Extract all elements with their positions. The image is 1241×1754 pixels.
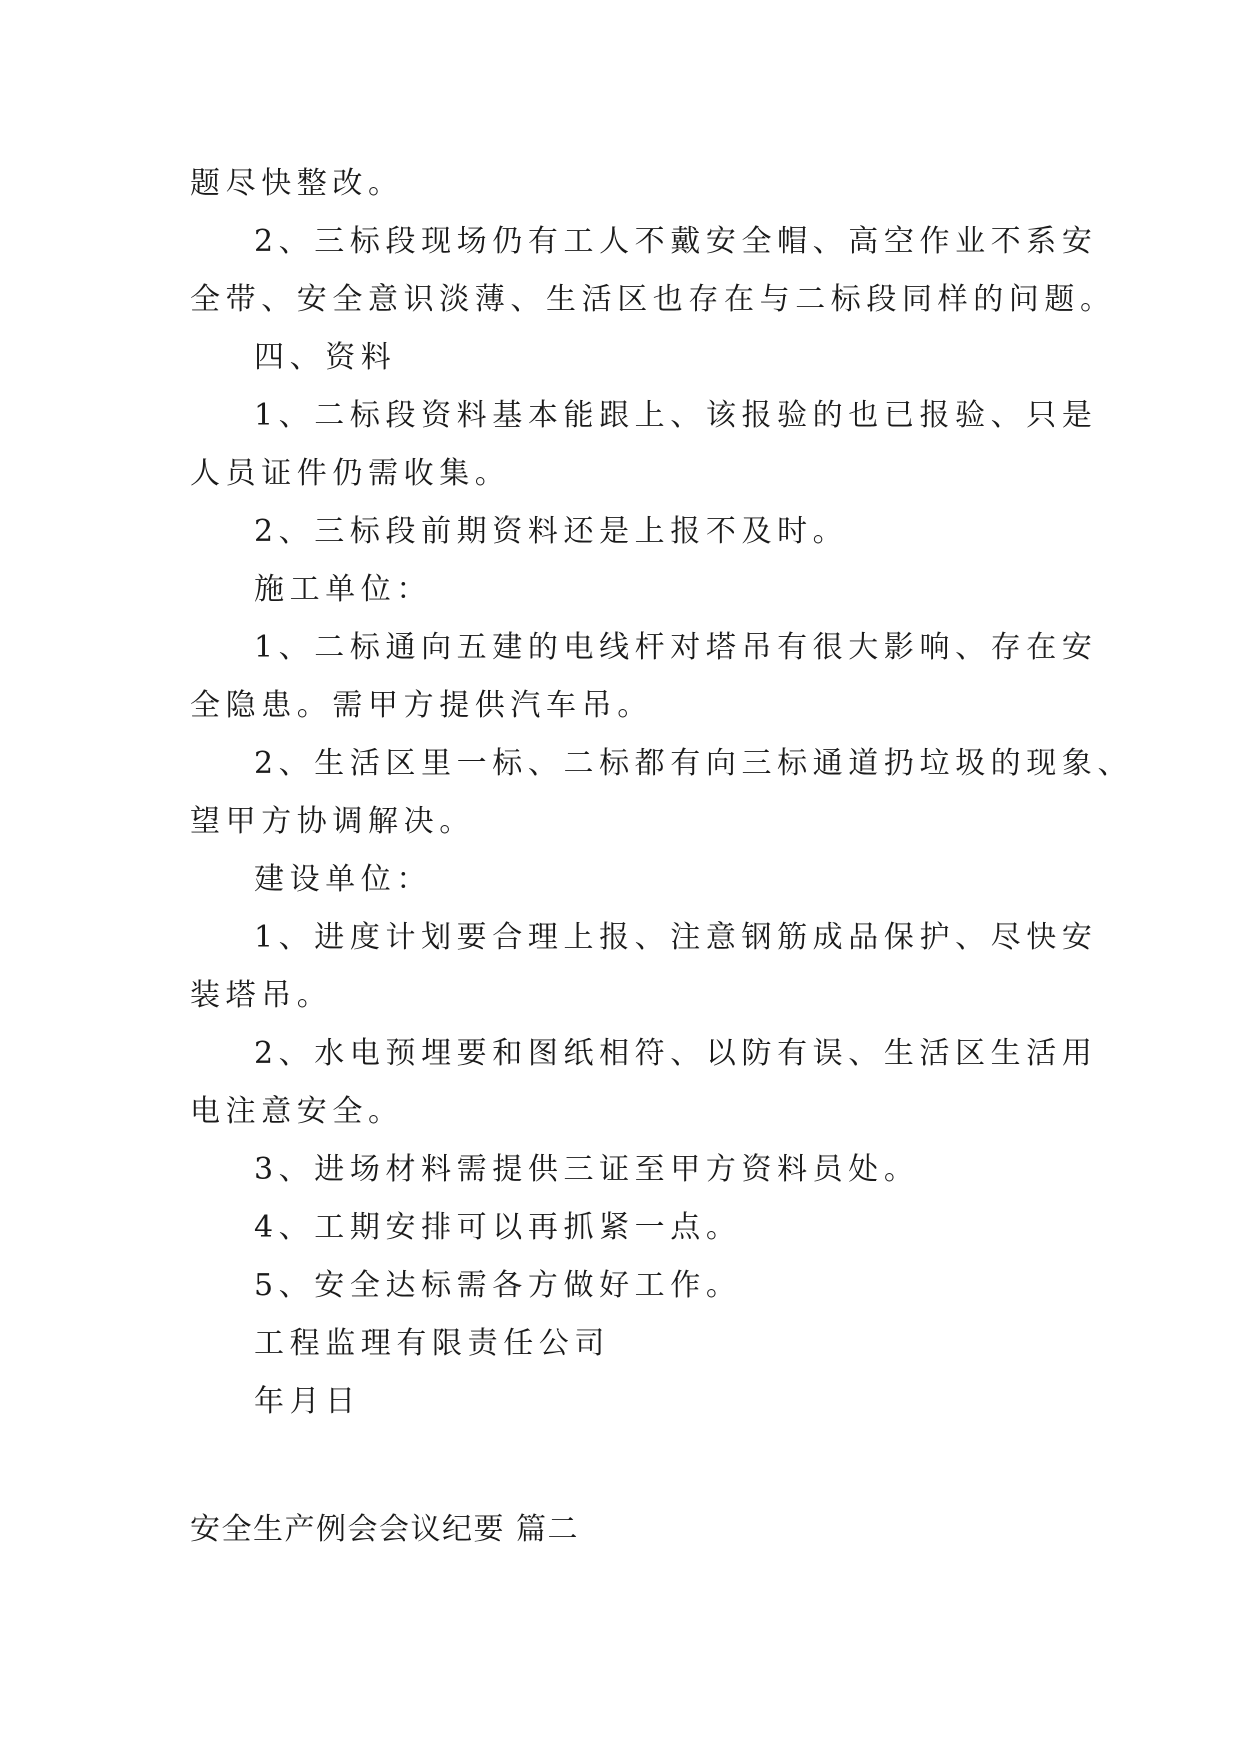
- paragraph-line: 1、二标段资料基本能跟上、该报验的也已报验、只是: [254, 398, 1098, 433]
- paragraph-line: 5、安全达标需各方做好工作。: [254, 1268, 742, 1303]
- paragraph-line: 装塔吊。: [190, 978, 333, 1013]
- paragraph-line: 3、进场材料需提供三证至甲方资料员处。: [254, 1152, 920, 1187]
- signature-company: 工程监理有限责任公司: [254, 1326, 610, 1361]
- subheading: 四、资料: [254, 340, 397, 375]
- paragraph-line: 2、三标段前期资料还是上报不及时。: [254, 514, 849, 549]
- paragraph-line: 2、三标段现场仍有工人不戴安全帽、高空作业不系安: [254, 224, 1098, 259]
- paragraph-line: 望甲方协调解决。: [190, 804, 475, 839]
- signature-date: 年月日: [254, 1384, 361, 1419]
- paragraph-line: 人员证件仍需收集。: [190, 456, 511, 491]
- paragraph-line: 2、生活区里一标、二标都有向三标通道扔垃圾的现象、: [254, 746, 1134, 781]
- paragraph-line: 全隐患。需甲方提供汽车吊。: [190, 688, 653, 723]
- paragraph-line: 1、进度计划要合理上报、注意钢筋成品保护、尽快安: [254, 920, 1098, 955]
- subheading: 建设单位：: [254, 862, 432, 897]
- paragraph-line: 全带、安全意识淡薄、生活区也存在与二标段同样的问题。: [190, 282, 1116, 317]
- paragraph-line: 1、二标通向五建的电线杆对塔吊有很大影响、存在安: [254, 630, 1098, 665]
- paragraph-line: 4、工期安排可以再抓紧一点。: [254, 1210, 742, 1245]
- subheading: 施工单位：: [254, 572, 432, 607]
- paragraph-line: 题尽快整改。: [190, 166, 404, 201]
- paragraph-line: 电注意安全。: [190, 1094, 404, 1129]
- section-title: 安全生产例会会议纪要 篇二: [190, 1512, 580, 1547]
- paragraph-line: 2、水电预埋要和图纸相符、以防有误、生活区生活用: [254, 1036, 1098, 1071]
